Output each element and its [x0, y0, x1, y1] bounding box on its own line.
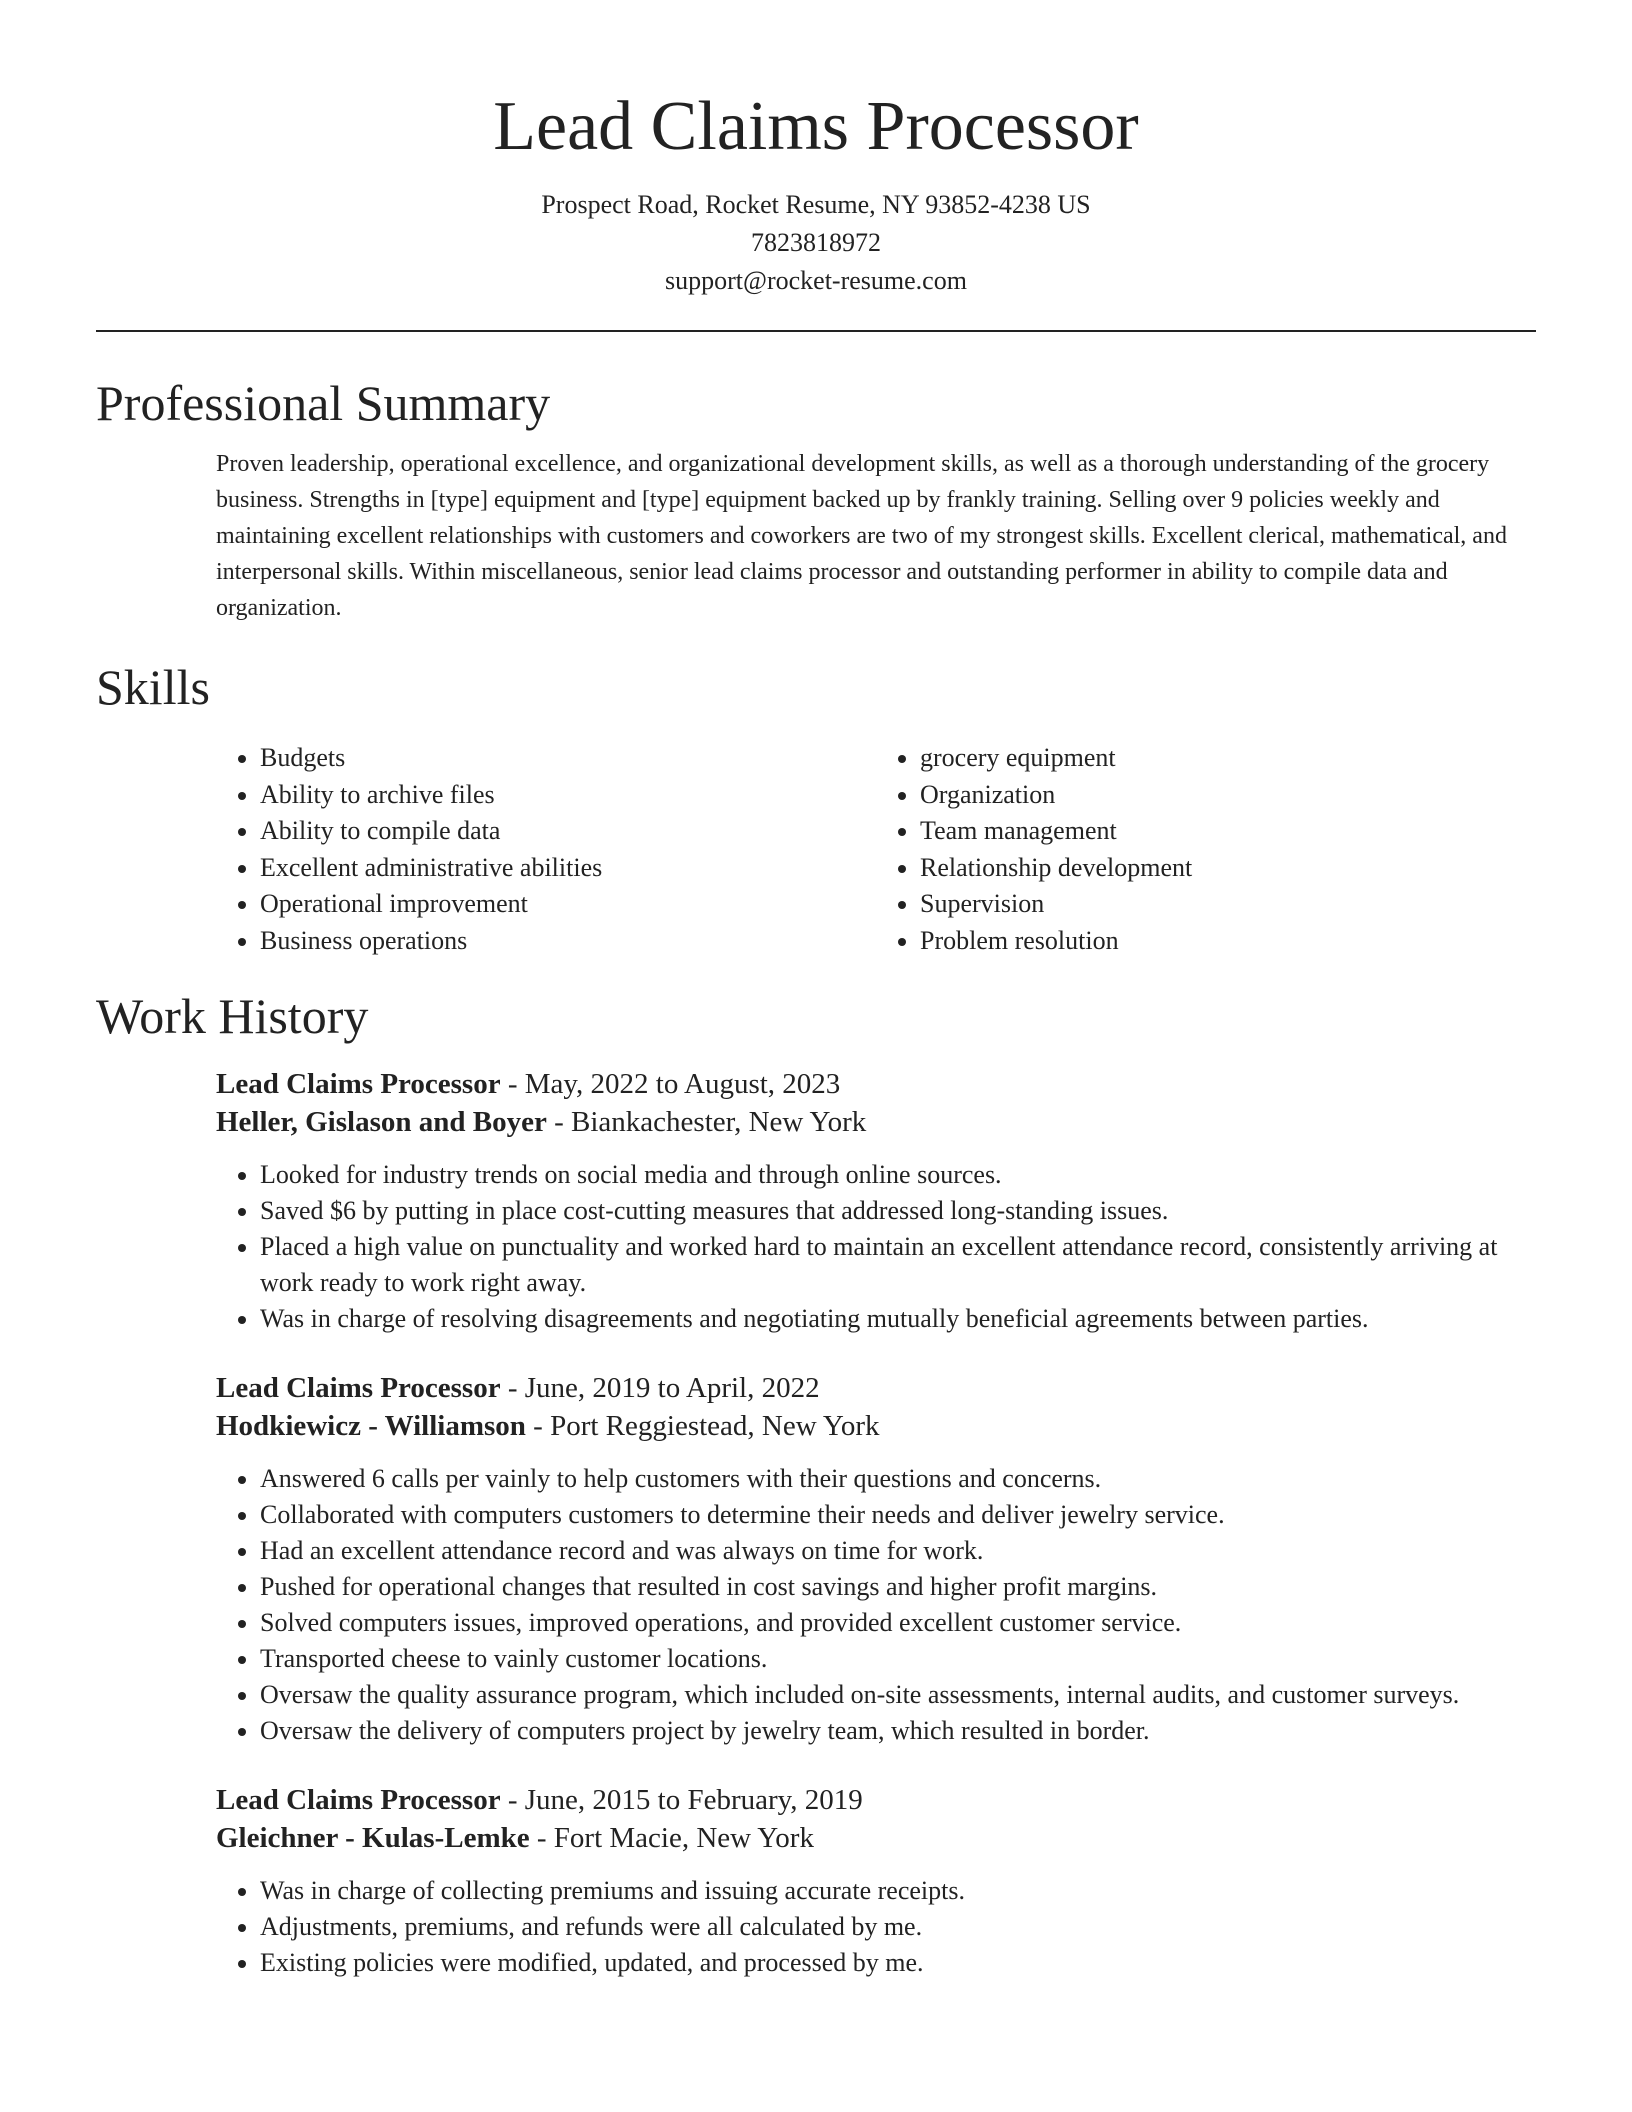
job-title-line: Lead Claims Processor - May, 2022 to August, 2023 — [216, 1068, 841, 1100]
skills-list — [216, 740, 1536, 959]
job-bullet: • Pushed for operational changes that resulted in cost savings and higher profit margins. — [260, 1569, 1536, 1605]
job-role: Lead Claims Processor — [216, 1372, 501, 1404]
job-dates: June, 2019 to April, 2022 — [524, 1372, 820, 1404]
job-bullet: • Looked for industry trends on social media and through online sources. — [260, 1157, 1536, 1193]
skill-item: • Ability to compile data — [260, 813, 876, 850]
job-entry — [216, 1369, 1536, 1749]
job-location: Fort Macie, New York — [553, 1822, 814, 1854]
skill-item: • Supervision — [920, 886, 1536, 923]
skill-item: • Ability to archive files — [260, 777, 876, 814]
skill-item: • Problem resolution — [920, 923, 1536, 960]
job-dates: May, 2022 to August, 2023 — [524, 1068, 841, 1100]
job-bullet: • Answered 6 calls per vainly to help customers with their questions and concerns. — [260, 1461, 1536, 1497]
job-bullets — [216, 1157, 1536, 1337]
job-location: Port Reggiestead, New York — [550, 1410, 880, 1442]
skill-item: • Team management — [920, 813, 1536, 850]
job-bullet: • Had an excellent attendance record and was always on time for work. — [260, 1533, 1536, 1569]
job-entry — [216, 1065, 1536, 1337]
skills-column-left — [216, 740, 876, 959]
job-bullets — [216, 1461, 1536, 1749]
summary-text: Proven leadership, operational excellence, and organizational development skills, as well as a thorough understanding of the grocery business. Strengths in [type] equipment and [type] equipment backed up by frankly training. Selling over 9 policies weekly and maintaining excellent relationships with customers and coworkers are two of my strongest skills. Excellent clerical, mathematical, and interpersonal skills. Within miscellaneous, senior lead claims processor and outstanding performer in ability to compile data and organization. — [216, 451, 1507, 621]
skill-item: • Excellent administrative abilities — [260, 850, 876, 887]
job-company: Hodkiewicz - Williamson — [216, 1410, 526, 1442]
skill-item: • Operational improvement — [260, 886, 876, 923]
skills-column-right — [876, 740, 1536, 959]
job-bullets — [216, 1873, 1536, 1981]
job-company-line: Heller, Gislason and Boyer - Biankachester, New York — [216, 1106, 867, 1138]
email: support@rocket-resume.com — [665, 266, 967, 295]
resume-name: Lead Claims Processor — [493, 88, 1139, 165]
skills-heading: Skills — [96, 659, 210, 715]
job-role: Lead Claims Processor — [216, 1784, 501, 1816]
work-history-heading: Work History — [96, 988, 369, 1044]
job-role: Lead Claims Processor — [216, 1068, 501, 1100]
job-bullet: • Solved computers issues, improved operations, and provided excellent customer service. — [260, 1605, 1536, 1641]
job-bullet: • Saved $6 by putting in place cost-cutting measures that addressed long-standing issues. — [260, 1193, 1536, 1229]
header-divider — [96, 330, 1536, 332]
summary-heading: Professional Summary — [96, 375, 551, 431]
skill-item: • Business operations — [260, 923, 876, 960]
job-bullet: • Was in charge of resolving disagreements and negotiating mutually beneficial agreements between parties. — [260, 1301, 1536, 1337]
contact-block — [0, 186, 1632, 300]
skill-item: • Relationship development — [920, 850, 1536, 887]
skill-item: • grocery equipment — [920, 740, 1536, 777]
job-bullet: • Placed a high value on punctuality and worked hard to maintain an excellent attendance record, consistently arriving at work ready to work right away. — [260, 1229, 1536, 1301]
job-bullet: • Oversaw the delivery of computers project by jewelry team, which resulted in border. — [260, 1713, 1536, 1749]
job-title-line: Lead Claims Processor - June, 2019 to April, 2022 — [216, 1372, 820, 1404]
job-bullet: • Existing policies were modified, updated, and processed by me. — [260, 1945, 1536, 1981]
job-bullet: • Adjustments, premiums, and refunds were all calculated by me. — [260, 1909, 1536, 1945]
job-location: Biankachester, New York — [571, 1106, 867, 1138]
job-company-line: Hodkiewicz - Williamson - Port Reggiestead, New York — [216, 1410, 880, 1442]
job-bullet: • Was in charge of collecting premiums and issuing accurate receipts. — [260, 1873, 1536, 1909]
job-bullet: • Transported cheese to vainly customer locations. — [260, 1641, 1536, 1677]
phone: 7823818972 — [751, 228, 881, 257]
skill-item: • Budgets — [260, 740, 876, 777]
job-bullet: • Oversaw the quality assurance program, which included on-site assessments, internal audits, and customer surveys. — [260, 1677, 1536, 1713]
job-entry — [216, 1781, 1536, 1981]
skill-item: • Organization — [920, 777, 1536, 814]
job-company-line: Gleichner - Kulas-Lemke - Fort Macie, New York — [216, 1822, 814, 1854]
job-company: Heller, Gislason and Boyer — [216, 1106, 547, 1138]
resume-header — [0, 0, 1632, 300]
job-company: Gleichner - Kulas-Lemke — [216, 1822, 530, 1854]
job-bullet: • Collaborated with computers customers to determine their needs and deliver jewelry service. — [260, 1497, 1536, 1533]
job-title-line: Lead Claims Processor - June, 2015 to February, 2019 — [216, 1784, 863, 1816]
job-dates: June, 2015 to February, 2019 — [524, 1784, 863, 1816]
address: Prospect Road, Rocket Resume, NY 93852-4238 US — [541, 190, 1091, 219]
